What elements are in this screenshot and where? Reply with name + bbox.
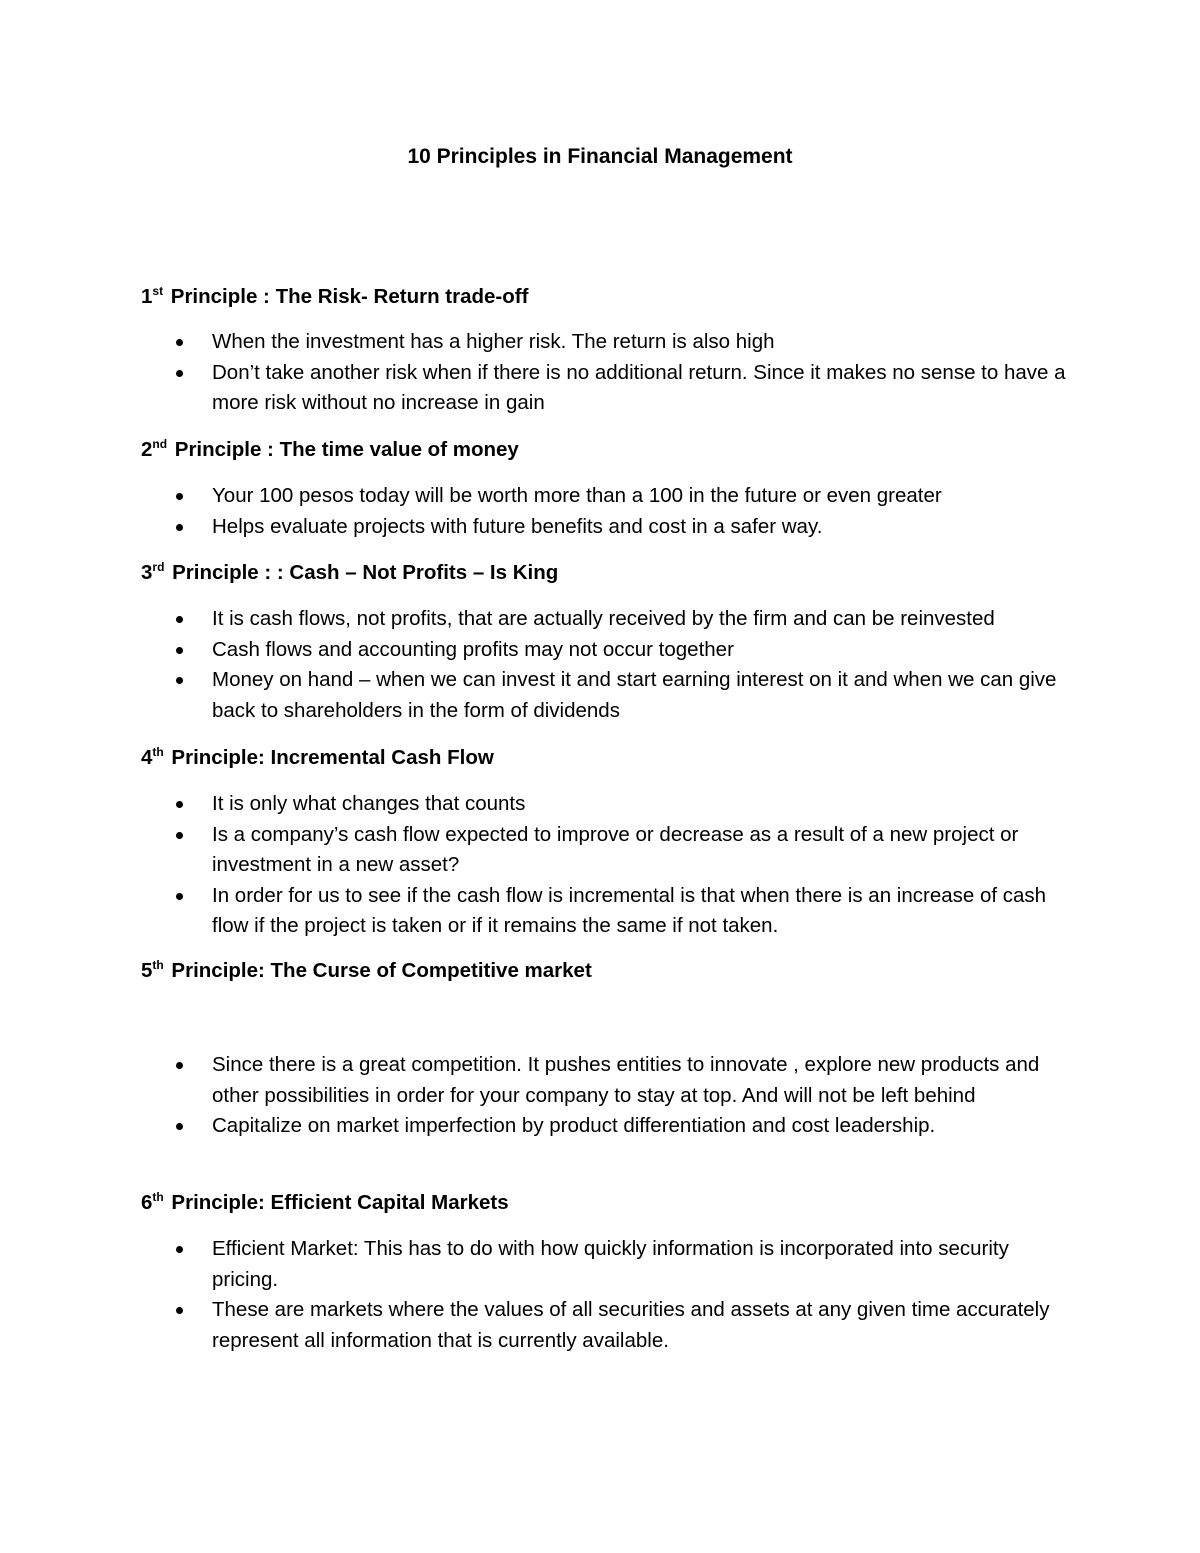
principle-title: Principle: The Curse of Competitive market	[165, 959, 592, 982]
principle-3-heading	[141, 559, 558, 587]
list-item	[0, 881, 1072, 942]
list-item	[0, 327, 1072, 358]
bullet-icon	[176, 493, 183, 500]
list-item	[0, 1111, 1072, 1142]
list-item	[0, 820, 1072, 881]
list-item	[0, 1295, 1072, 1356]
list-item-text: Your 100 pesos today will be worth more than a 100 in the future or even greater	[212, 484, 942, 507]
principle-title: Principle: Incremental Cash Flow	[165, 746, 494, 769]
bullet-icon	[176, 1123, 183, 1130]
principle-title: Principle : The Risk- Return trade-off	[165, 285, 529, 308]
ordinal-suffix: st	[152, 284, 164, 298]
principle-title: Principle : : Cash – Not Profits – Is King	[166, 561, 559, 584]
bullet-icon	[176, 339, 183, 346]
bullet-icon	[176, 1246, 183, 1253]
principle-number: 1	[141, 285, 153, 308]
list-item	[0, 358, 1072, 419]
bullet-icon	[176, 801, 183, 808]
principle-number: 3	[141, 561, 153, 584]
principle-1-bullets	[0, 327, 1072, 419]
list-item-text: These are markets where the values of all securities and assets at any given time accurately represent all information that is currently available.	[212, 1298, 1050, 1352]
list-item-text: Helps evaluate projects with future benefits and cost in a safer way.	[212, 514, 823, 538]
list-item-text: When the investment has a higher risk. The return is also high	[212, 330, 775, 353]
list-item-text: It is cash flows, not profits, that are actually received by the firm and can be reinvested	[212, 607, 995, 630]
list-item	[0, 665, 1072, 726]
bullet-icon	[176, 832, 183, 839]
principle-title: Principle: Efficient Capital Markets	[165, 1191, 509, 1214]
document-title: 10 Principles in Financial Management	[407, 145, 793, 168]
bullet-icon	[176, 1062, 183, 1069]
principle-4-heading	[141, 744, 494, 772]
bullet-icon	[176, 677, 183, 684]
ordinal-suffix: th	[152, 1190, 164, 1204]
list-item-text: Money on hand – when we can invest it and start earning interest on it and when we can give back to shareholders in the form of dividends	[212, 668, 1057, 722]
principle-number: 5	[141, 959, 153, 982]
ordinal-suffix: th	[152, 958, 164, 972]
principle-number: 4	[141, 746, 153, 769]
principle-2-heading	[141, 436, 519, 464]
bullet-icon	[176, 1307, 183, 1314]
principle-number: 6	[141, 1191, 153, 1214]
list-item-text: Capitalize on market imperfection by product differentiation and cost leadership.	[212, 1114, 936, 1137]
bullet-icon	[176, 616, 183, 623]
list-item-text: Cash flows and accounting profits may not occur together	[212, 637, 734, 661]
principle-2-bullets	[0, 481, 1072, 542]
bullet-icon	[176, 524, 183, 531]
principle-3-bullets	[0, 604, 1072, 726]
principle-6-bullets	[0, 1234, 1072, 1356]
list-item-text: Is a company’s cash flow expected to improve or decrease as a result of a new project or investment in a new asset?	[212, 822, 1019, 876]
principle-number: 2	[141, 438, 153, 461]
list-item	[0, 1050, 1072, 1111]
bullet-icon	[176, 893, 183, 900]
principle-6-heading	[141, 1189, 509, 1217]
list-item-text: Since there is a great competition. It pushes entities to innovate , explore new products and other possibilities in order for your company to stay at top. And will not be left behind	[212, 1053, 1040, 1107]
principle-5-bullets	[0, 1050, 1072, 1142]
list-item-text: Efficient Market: This has to do with how quickly information is incorporated into security pricing.	[212, 1237, 1009, 1291]
list-item	[0, 481, 1072, 512]
list-item-text: Don’t take another risk when if there is no additional return. Since it makes no sense to have a more risk without no increase in gain	[212, 360, 1066, 414]
ordinal-suffix: rd	[152, 560, 165, 574]
list-item	[0, 604, 1072, 635]
bullet-icon	[176, 370, 183, 377]
ordinal-suffix: nd	[152, 437, 168, 451]
list-item	[0, 635, 1072, 666]
principle-5-heading	[141, 957, 592, 985]
ordinal-suffix: th	[152, 745, 164, 759]
list-item	[0, 512, 1072, 543]
principle-4-bullets	[0, 789, 1072, 942]
bullet-icon	[176, 647, 183, 654]
list-item-text: It is only what changes that counts	[212, 792, 526, 815]
list-item	[0, 1234, 1072, 1295]
list-item-text: In order for us to see if the cash flow is incremental is that when there is an increase of cash flow if the project is taken or if it remains the same if not taken.	[212, 883, 1047, 937]
list-item	[0, 789, 1072, 820]
principle-1-heading	[141, 283, 528, 311]
principle-title: Principle : The time value of money	[169, 438, 519, 461]
